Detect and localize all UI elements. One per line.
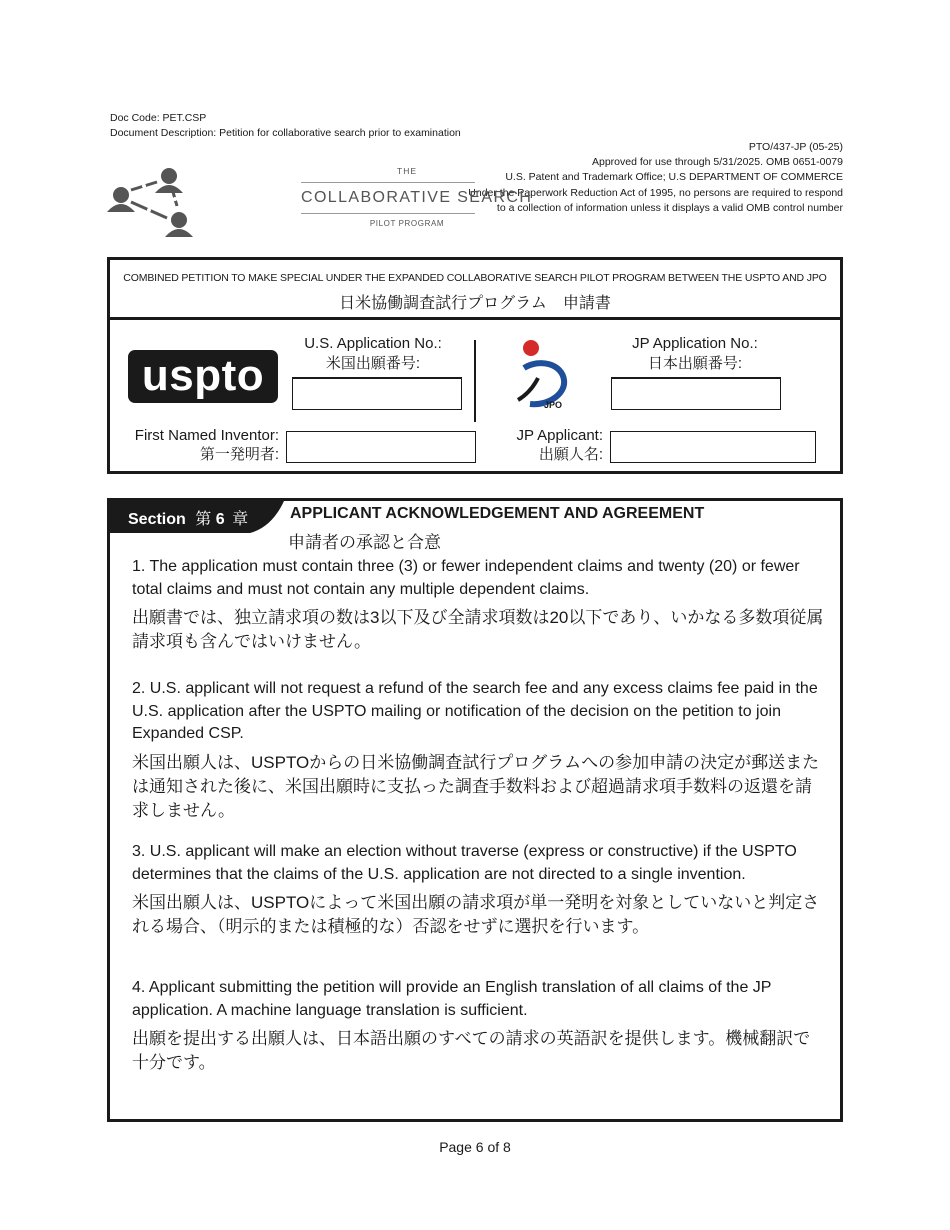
jp-application-label-en: JP Application No.: (632, 335, 758, 352)
agreement-item-text-en: 2. U.S. applicant will not request a refund of the search fee and any excess claims fee paid in the U.S. application after the USPTO mailing or notification of the decision on the petition to join Expanded CSP. (132, 680, 818, 742)
agreement-item-1 (132, 556, 826, 654)
agreement-item-text-en: 4. Applicant submitting the petition will provide an English translation of all claims of the JP application. A machine language translation is sufficient. (132, 979, 772, 1019)
agreement-item-text-en: 3. U.S. applicant will make an election without traverse (express or constructive) if the USPTO determines that the claims of the U.S. application are not directed to a single invention. (132, 843, 797, 883)
jp-application-number-field[interactable] (611, 378, 781, 410)
doc-description: Document Description: Petition for collaborative search prior to examination (110, 127, 461, 139)
form-column-divider (474, 340, 476, 422)
section-title: APPLICANT ACKNOWLEDGEMENT AND AGREEMENT (290, 505, 705, 522)
first-inventor-label-en: First Named Inventor: (134, 427, 279, 444)
jpo-logo-text: JPO (544, 400, 563, 410)
logo-title: COLLABORATIVE SEARCH (301, 189, 533, 206)
jp-applicant-label-jp: 出願人名: (538, 446, 603, 463)
jp-applicant-field[interactable] (610, 431, 816, 463)
jpo-logo (510, 338, 580, 410)
section-jp-suffix: 章 (232, 511, 249, 528)
us-application-number-field[interactable] (292, 378, 462, 410)
jp-applicant-label (440, 426, 603, 464)
logo-divider-top (301, 182, 475, 183)
uspto-logo: uspto (128, 350, 278, 403)
form-divider (110, 317, 840, 320)
logo-divider-bottom (301, 213, 475, 214)
section-jp-prefix: 第 (195, 511, 212, 528)
agreement-item-2 (132, 678, 826, 823)
agreement-item-text-jp: 米国出願人は、USPTOからの日米協働調査試行プログラムへの参加申請の決定が郵送または通知された後に、米国出願時に支払った調査手数料および超過請求項手数料の返還を請求しません。 (132, 752, 820, 820)
jp-applicant-label-en: JP Applicant: (516, 427, 603, 444)
first-inventor-label (110, 426, 279, 464)
us-application-label (278, 334, 468, 374)
agency-line: U.S. Patent and Trademark Office; U.S DEPARTMENT OF COMMERCE (505, 171, 843, 184)
logo-pilot: PILOT PROGRAM (369, 219, 445, 228)
petition-header-form (107, 257, 843, 474)
logo-the: THE (397, 166, 417, 176)
agreement-item-text-jp: 出願書では、独立請求項の数は3以下及び全請求項数は20以下であり、いかなる多数項従属請求項も含んではいけません。 (132, 608, 824, 651)
section-title-jp: 申請者の承認と合意 (288, 533, 441, 552)
us-application-label-en: U.S. Application No.: (304, 335, 442, 352)
omb-approval: Approved for use through 5/31/2025. OMB 0651-0079 (591, 156, 843, 169)
doc-code-block (110, 111, 461, 141)
people-network-icon (103, 160, 195, 240)
paperwork-line-1: Under the Paperwork Reduction Act of 1995, no persons are required to respond (468, 186, 843, 199)
first-inventor-label-jp: 第一発明者: (199, 446, 279, 463)
form-number: PTO/437-JP (05-25) (748, 141, 843, 153)
agreement-item-text-en: 1. The application must contain three (3) or fewer independent claims and twenty (20) or fewer total claims and must not contain any multiple dependent claims. (132, 558, 800, 598)
agreement-item-text-jp: 出願を提出する出願人は、日本語出願のすべての請求の英語訳を提供します。機械翻訳で十分です。 (132, 1029, 811, 1072)
jp-application-label (595, 334, 795, 374)
combined-petition-title: COMBINED PETITION TO MAKE SPECIAL UNDER THE EXPANDED COLLABORATIVE SEARCH PILOT PROGRAM BETWEEN THE USPTO AND JPO (123, 272, 827, 284)
section-number: 6 (215, 511, 225, 528)
section-word: Section (128, 511, 186, 528)
page-number: Page 6 of 8 (439, 1139, 511, 1155)
agreement-item-3 (132, 841, 826, 939)
section-tab-label (128, 506, 248, 529)
collaborative-search-logo (103, 160, 533, 240)
agreement-item-text-jp: 米国出願人は、USPTOによって米国出願の請求項が単一発明を対象としていないと判定される場合、（明示的または積極的な）否認をせずに選択を行います。 (132, 893, 820, 936)
doc-code: Doc Code: PET.CSP (110, 112, 207, 124)
section-6-box (107, 498, 843, 1122)
petition-title-jp: 日米協働調査試行プログラム 申請書 (339, 295, 611, 312)
paperwork-line-2: to a collection of information unless it displays a valid OMB control number (496, 201, 843, 214)
us-application-label-jp: 米国出願番号: (325, 355, 421, 372)
jp-application-label-jp: 日本出願番号: (647, 355, 743, 372)
agreement-item-4 (132, 977, 826, 1075)
